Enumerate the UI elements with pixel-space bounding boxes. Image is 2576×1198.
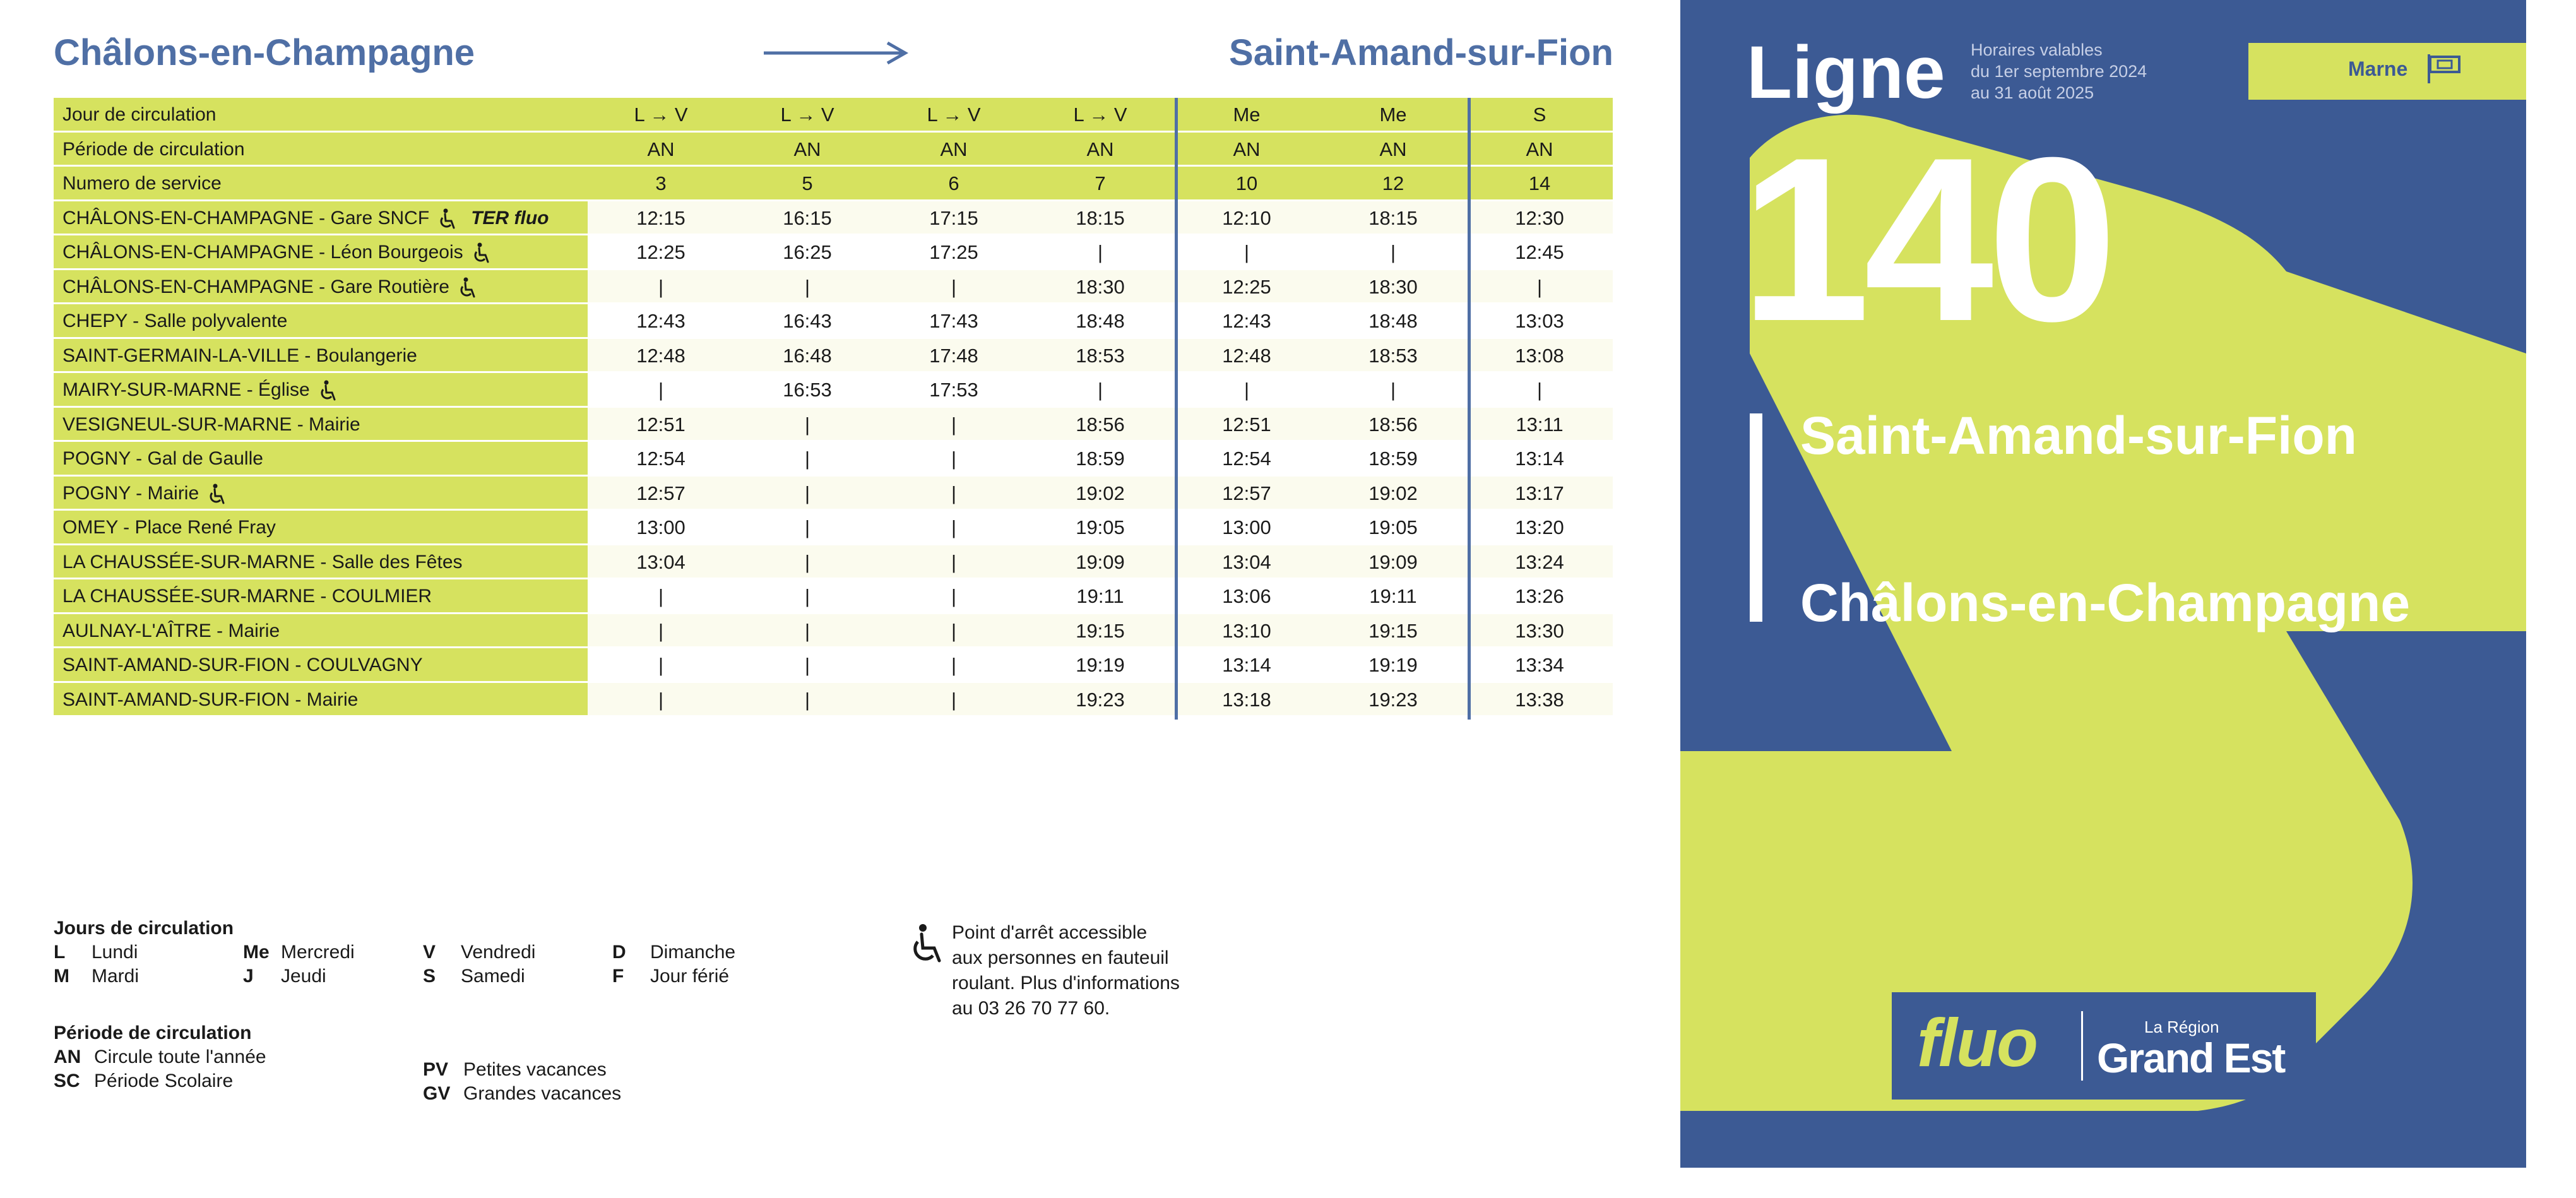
legend-text: Vendredi <box>461 942 536 963</box>
row-label <box>54 98 588 133</box>
time-cell: | <box>1320 373 1466 408</box>
time-cell: | <box>734 477 881 511</box>
validity-line: Horaires valables <box>1971 40 2103 59</box>
row-label <box>54 373 588 408</box>
stop-row <box>54 373 1613 408</box>
time-cell: | <box>734 270 881 305</box>
time-cell: | <box>734 614 881 649</box>
time-cell: 17:53 <box>881 373 1027 408</box>
row-label-text: OMEY - Place René Fray <box>62 517 276 538</box>
time-cell: 12:51 <box>588 408 734 442</box>
time-cell: 13:14 <box>1466 442 1613 477</box>
row-label <box>54 579 588 614</box>
legend-item <box>423 1082 621 1106</box>
legend-text: Grandes vacances <box>463 1083 622 1104</box>
time-cell: | <box>734 648 881 683</box>
wheelchair-icon <box>909 923 944 967</box>
legend-periods <box>54 1021 811 1104</box>
time-cell: L → V <box>1027 98 1173 133</box>
row-label-text: LA CHAUSSÉE-SUR-MARNE - COULMIER <box>62 586 432 607</box>
bus-stop-icon <box>2425 52 2464 85</box>
row-label-text: VESIGNEUL-SUR-MARNE - Mairie <box>62 413 360 435</box>
time-cell: 19:11 <box>1027 579 1173 614</box>
time-cell: 19:15 <box>1027 614 1173 649</box>
row-label <box>54 408 588 442</box>
row-label-text: SAINT-AMAND-SUR-FION - Mairie <box>62 689 359 710</box>
time-cell: 18:53 <box>1320 339 1466 374</box>
time-cell: 13:00 <box>588 511 734 545</box>
stop-row <box>54 201 1613 236</box>
legend-period-title: Période de circulation <box>54 1023 252 1043</box>
brand-logo-block <box>1892 992 2316 1100</box>
time-cell: 13:17 <box>1466 477 1613 511</box>
row-label-text: Jour de circulation <box>62 104 217 125</box>
time-cell: 16:53 <box>734 373 881 408</box>
legend-item <box>423 940 535 964</box>
stop-row <box>54 442 1613 477</box>
time-cell: | <box>734 511 881 545</box>
stop-row <box>54 648 1613 683</box>
row-label-text: LA CHAUSSÉE-SUR-MARNE - Salle des Fêtes <box>62 551 463 572</box>
legend-days <box>54 916 811 988</box>
legend-row <box>54 964 811 988</box>
time-cell: Me <box>1320 98 1466 133</box>
origin-title: Châlons-en-Champagne <box>54 32 475 73</box>
time-cell: 13:03 <box>1466 304 1613 339</box>
stop-row <box>54 235 1613 270</box>
time-cell: | <box>1027 373 1173 408</box>
legend-days-grid <box>54 940 811 988</box>
time-cell: 12:48 <box>1173 339 1320 374</box>
route-destination-1: Saint-Amand-sur-Fion <box>1800 406 2357 465</box>
time-cell: 18:30 <box>1027 270 1173 305</box>
time-cell: 7 <box>1027 167 1173 201</box>
row-label-text: CHÂLONS-EN-CHAMPAGNE - Gare Routière <box>62 276 449 297</box>
stop-row <box>54 683 1613 718</box>
time-cell: | <box>588 648 734 683</box>
legend-code: M <box>54 966 69 987</box>
row-label <box>54 304 588 339</box>
time-cell: 12 <box>1320 167 1466 201</box>
legend-text: Mercredi <box>281 942 355 963</box>
time-cell: 12:43 <box>588 304 734 339</box>
stop-row <box>54 614 1613 649</box>
row-label <box>54 614 588 649</box>
time-cell: 17:43 <box>881 304 1027 339</box>
time-cell: 12:45 <box>1466 235 1613 270</box>
legend-text: Petites vacances <box>463 1059 607 1080</box>
time-cell: 13:30 <box>1466 614 1613 649</box>
time-cell: 12:51 <box>1173 408 1320 442</box>
time-cell: 12:54 <box>588 442 734 477</box>
legend-code: J <box>243 966 254 987</box>
legend-period-grid <box>54 1045 811 1104</box>
validity-dates <box>1971 39 2147 104</box>
time-cell: 12:43 <box>1173 304 1320 339</box>
time-cell: | <box>1466 270 1613 305</box>
header-row <box>54 133 1613 167</box>
time-cell: AN <box>1466 133 1613 167</box>
legend-item <box>612 940 735 964</box>
accessibility-note <box>952 920 1180 1021</box>
legend-text: Dimanche <box>650 942 736 963</box>
legend-item <box>54 1069 233 1093</box>
legend-item <box>54 940 138 964</box>
fluo-logo: fluo <box>1917 1004 2037 1081</box>
time-cell: 18:15 <box>1027 201 1173 236</box>
time-cell: 17:48 <box>881 339 1027 374</box>
time-cell: | <box>881 408 1027 442</box>
time-cell: S <box>1466 98 1613 133</box>
legend-code: Me <box>243 942 270 963</box>
time-cell: 12:57 <box>588 477 734 511</box>
direction-arrow-icon <box>764 40 909 66</box>
time-cell: 12:48 <box>588 339 734 374</box>
accessibility-line: roulant. Plus d'informations <box>952 973 1180 993</box>
time-cell: 19:19 <box>1027 648 1173 683</box>
time-cell: AN <box>588 133 734 167</box>
stop-row <box>54 545 1613 580</box>
wheelchair-icon <box>472 242 491 264</box>
row-label <box>54 235 588 270</box>
row-label <box>54 545 588 580</box>
legend-item <box>423 964 525 988</box>
time-cell: 18:30 <box>1320 270 1466 305</box>
stop-row <box>54 579 1613 614</box>
time-cell: | <box>881 477 1027 511</box>
time-cell: | <box>1173 235 1320 270</box>
row-label <box>54 683 588 718</box>
time-cell: 12:30 <box>1466 201 1613 236</box>
time-cell: 19:02 <box>1320 477 1466 511</box>
legend-row <box>54 1069 811 1104</box>
row-label-text: CHEPY - Salle polyvalente <box>62 311 288 331</box>
row-label <box>54 477 588 511</box>
time-cell: 16:43 <box>734 304 881 339</box>
time-cell: 13:38 <box>1466 683 1613 718</box>
legend-code: AN <box>54 1047 81 1067</box>
legend-text: Jeudi <box>281 966 326 987</box>
time-cell: | <box>734 545 881 580</box>
time-cell: 13:10 <box>1173 614 1320 649</box>
stop-row <box>54 339 1613 374</box>
ter-fluo-badge: TER fluo <box>471 207 549 228</box>
region-logo-small: La Région <box>2144 1017 2219 1036</box>
legend-text: Samedi <box>461 966 525 987</box>
time-cell: 19:19 <box>1320 648 1466 683</box>
header-row <box>54 167 1613 201</box>
time-cell: 16:48 <box>734 339 881 374</box>
time-cell: | <box>1466 373 1613 408</box>
time-cell: 13:04 <box>1173 545 1320 580</box>
legend-text: Lundi <box>92 942 138 963</box>
time-cell: | <box>881 442 1027 477</box>
time-cell: 13:00 <box>1173 511 1320 545</box>
row-label-text: Période de circulation <box>62 138 245 160</box>
time-cell: 10 <box>1173 167 1320 201</box>
row-label <box>54 339 588 374</box>
stop-row <box>54 408 1613 442</box>
row-label-text: CHÂLONS-EN-CHAMPAGNE - Léon Bourgeois <box>62 242 463 263</box>
time-cell: 19:11 <box>1320 579 1466 614</box>
brand-divider <box>2081 1011 2083 1081</box>
time-cell: 18:59 <box>1027 442 1173 477</box>
validity-line: du 1er septembre 2024 <box>1971 62 2147 81</box>
wheelchair-icon <box>319 380 338 401</box>
row-label <box>54 270 588 305</box>
legend-days-title: Jours de circulation <box>54 918 234 939</box>
legend-item <box>54 964 139 988</box>
time-cell: 13:04 <box>588 545 734 580</box>
destination-title: Saint-Amand-sur-Fion <box>1229 32 1613 73</box>
legend-item <box>243 964 326 988</box>
time-cell: 19:23 <box>1027 683 1173 718</box>
time-cell: 19:09 <box>1320 545 1466 580</box>
row-label <box>54 133 588 167</box>
region-logo-big: Grand Est <box>2097 1035 2285 1081</box>
row-label <box>54 511 588 545</box>
stop-row <box>54 511 1613 545</box>
time-cell: | <box>734 683 881 718</box>
legend-item <box>612 964 729 988</box>
time-cell: 18:56 <box>1027 408 1173 442</box>
wheelchair-icon <box>208 483 227 505</box>
time-cell: | <box>881 270 1027 305</box>
legend-code: SC <box>54 1070 80 1091</box>
time-cell: | <box>881 511 1027 545</box>
timetable <box>54 98 1613 717</box>
time-cell: AN <box>1320 133 1466 167</box>
legend-code: L <box>54 942 66 963</box>
wheelchair-icon <box>458 277 477 299</box>
row-label <box>54 648 588 683</box>
route-bar <box>1750 413 1762 622</box>
time-cell: | <box>588 683 734 718</box>
time-cell: 12:15 <box>588 201 734 236</box>
legend-code: S <box>423 966 436 987</box>
time-cell: 12:57 <box>1173 477 1320 511</box>
column-separator <box>1468 98 1471 720</box>
time-cell: 17:15 <box>881 201 1027 236</box>
time-cell: | <box>881 579 1027 614</box>
line-number: 140 <box>1740 109 2111 370</box>
row-label-text: MAIRY-SUR-MARNE - Église <box>62 379 310 400</box>
stop-row <box>54 477 1613 511</box>
time-cell: 13:26 <box>1466 579 1613 614</box>
accessibility-line: aux personnes en fauteuil <box>952 947 1169 968</box>
row-label-text: CHÂLONS-EN-CHAMPAGNE - Gare SNCF <box>62 207 430 228</box>
legend-text: Jour férié <box>650 966 730 987</box>
legend-code: GV <box>423 1083 451 1104</box>
time-cell: 13:34 <box>1466 648 1613 683</box>
time-cell: | <box>881 614 1027 649</box>
time-cell: 19:09 <box>1027 545 1173 580</box>
legend-code: F <box>612 966 624 987</box>
time-cell: 12:25 <box>588 235 734 270</box>
legend-item <box>54 1045 266 1069</box>
time-cell: 19:05 <box>1320 511 1466 545</box>
time-cell: | <box>881 683 1027 718</box>
time-cell: 18:59 <box>1320 442 1466 477</box>
time-cell: | <box>588 373 734 408</box>
legend-item <box>243 940 355 964</box>
time-cell: | <box>881 648 1027 683</box>
time-cell: 18:48 <box>1027 304 1173 339</box>
time-cell: 13:08 <box>1466 339 1613 374</box>
row-label-text: POGNY - Mairie <box>62 482 199 504</box>
row-label <box>54 442 588 477</box>
time-cell: 13:14 <box>1173 648 1320 683</box>
time-cell: | <box>734 408 881 442</box>
accessibility-line: Point d'arrêt accessible <box>952 922 1148 943</box>
route-destination-2: Châlons-en-Champagne <box>1800 573 2411 632</box>
validity-line: au 31 août 2025 <box>1971 83 2094 102</box>
time-cell: 18:56 <box>1320 408 1466 442</box>
time-cell: 16:15 <box>734 201 881 236</box>
time-cell: 12:25 <box>1173 270 1320 305</box>
time-cell: L → V <box>588 98 734 133</box>
row-label-text: AULNAY-L'AÎTRE - Mairie <box>62 620 280 641</box>
row-label-text: SAINT-AMAND-SUR-FION - COULVAGNY <box>62 655 423 675</box>
legend-code: D <box>612 942 626 963</box>
time-cell: AN <box>1173 133 1320 167</box>
time-cell: | <box>734 442 881 477</box>
legend-code: PV <box>423 1059 449 1080</box>
time-cell: 14 <box>1466 167 1613 201</box>
stop-row <box>54 304 1613 339</box>
time-cell: L → V <box>734 98 881 133</box>
time-cell: | <box>881 545 1027 580</box>
time-cell: | <box>588 270 734 305</box>
time-cell: 18:53 <box>1027 339 1173 374</box>
column-separator <box>1175 98 1178 720</box>
ligne-label: Ligne <box>1747 31 1945 114</box>
time-cell: | <box>1173 373 1320 408</box>
region-label: Marne <box>2348 57 2408 80</box>
time-cell: 19:15 <box>1320 614 1466 649</box>
time-cell: 13:11 <box>1466 408 1613 442</box>
time-cell: 13:18 <box>1173 683 1320 718</box>
time-cell: 19:23 <box>1320 683 1466 718</box>
cover-panel <box>1680 0 2526 1168</box>
time-cell: 6 <box>881 167 1027 201</box>
time-cell: AN <box>1027 133 1173 167</box>
stop-row <box>54 270 1613 305</box>
legend-text: Circule toute l'année <box>94 1047 266 1067</box>
time-cell: | <box>1027 235 1173 270</box>
legend-row <box>54 940 811 964</box>
row-label-text: POGNY - Gal de Gaulle <box>62 448 263 469</box>
row-label-text: Numero de service <box>62 173 222 194</box>
row-label <box>54 201 588 236</box>
time-cell: 5 <box>734 167 881 201</box>
time-cell: | <box>588 579 734 614</box>
time-cell: Me <box>1173 98 1320 133</box>
time-cell: 12:10 <box>1173 201 1320 236</box>
time-cell: 12:54 <box>1173 442 1320 477</box>
time-cell: 17:25 <box>881 235 1027 270</box>
time-cell: AN <box>734 133 881 167</box>
time-cell: AN <box>881 133 1027 167</box>
time-cell: | <box>588 614 734 649</box>
time-cell: 19:05 <box>1027 511 1173 545</box>
row-label <box>54 167 588 201</box>
header-row <box>54 98 1613 133</box>
time-cell: 16:25 <box>734 235 881 270</box>
time-cell: | <box>1320 235 1466 270</box>
accessibility-line: au 03 26 70 77 60. <box>952 998 1110 1019</box>
legend-code: V <box>423 942 436 963</box>
time-cell: | <box>734 579 881 614</box>
time-cell: 19:02 <box>1027 477 1173 511</box>
time-cell: 13:24 <box>1466 545 1613 580</box>
time-cell: 18:48 <box>1320 304 1466 339</box>
legend-row <box>54 1045 811 1080</box>
time-cell: 13:06 <box>1173 579 1320 614</box>
wheelchair-icon <box>438 208 457 230</box>
time-cell: 13:20 <box>1466 511 1613 545</box>
legend-text: Période Scolaire <box>94 1070 234 1091</box>
time-cell: 3 <box>588 167 734 201</box>
time-cell: L → V <box>881 98 1027 133</box>
legend-text: Mardi <box>92 966 139 987</box>
row-label-text: SAINT-GERMAIN-LA-VILLE - Boulangerie <box>62 345 417 366</box>
time-cell: 18:15 <box>1320 201 1466 236</box>
